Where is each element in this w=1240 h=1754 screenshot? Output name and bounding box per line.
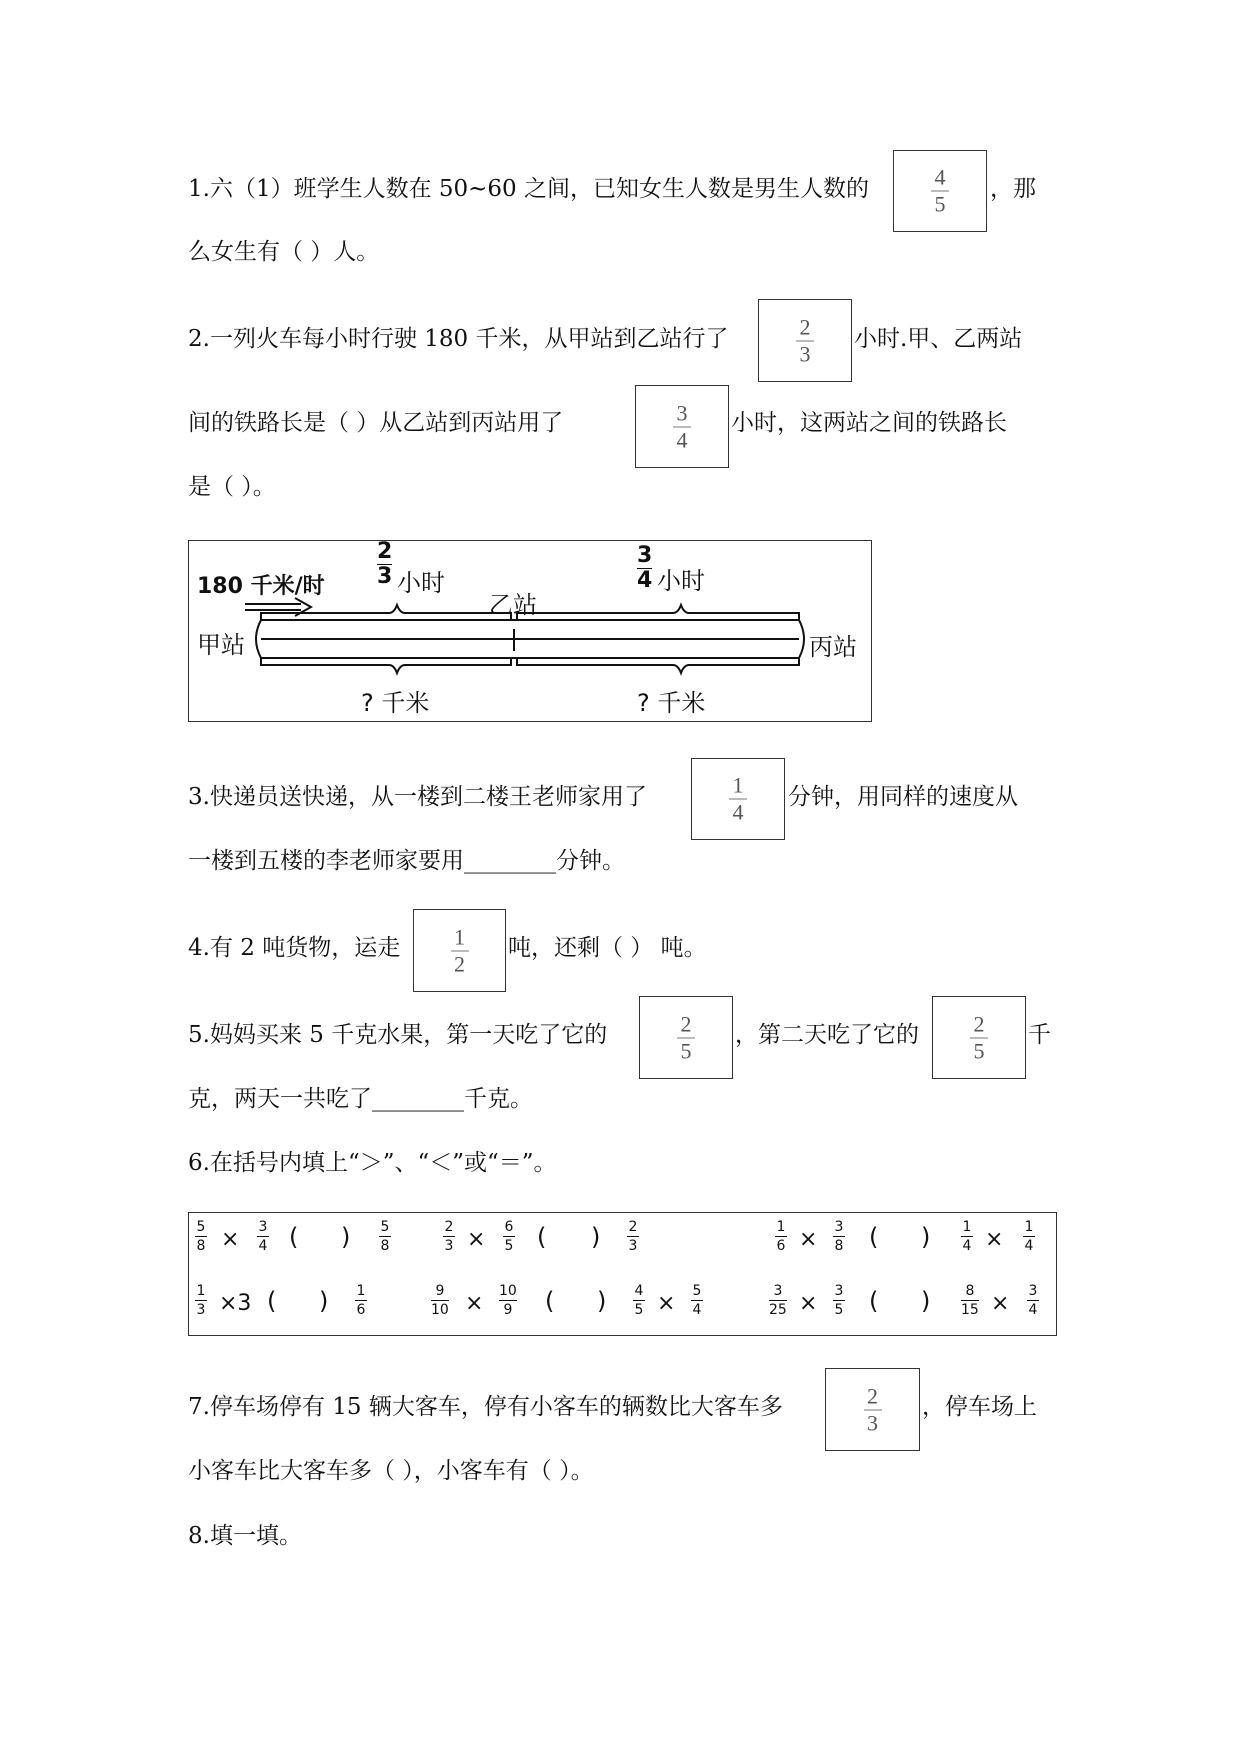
fraction-denominator: 3 — [799, 341, 811, 366]
q4-text-b: 吨，还剩（ ） 吨。 — [508, 935, 707, 961]
q3-line2: 一楼到五楼的李老师家要用________分钟。 — [188, 848, 625, 874]
fraction: 9 10 — [431, 1283, 449, 1318]
fraction-numerator: 1 — [454, 924, 465, 949]
q7-text-a: 7.停车场停有 15 辆大客车，停有小客车的辆数比大客车多 — [188, 1394, 783, 1420]
times-sign: × — [467, 1227, 486, 1252]
q5-text-a: 5.妈妈买来 5 千克水果，第一天吃了它的 — [188, 1022, 608, 1048]
fraction: 1 3 — [196, 1283, 206, 1318]
times-sign: × — [221, 1227, 240, 1252]
times-sign: × — [657, 1291, 676, 1316]
fraction-denominator: 3 — [377, 564, 393, 589]
fraction: 3 4 — [1028, 1283, 1038, 1318]
diagram-fraction-a — [377, 541, 392, 588]
q2-text-d: 小时，这两站之间的铁路长 — [731, 410, 1007, 436]
train-line-diagram — [188, 540, 872, 722]
fraction: 5 8 — [196, 1219, 206, 1254]
fraction-numerator: 3 — [676, 400, 688, 425]
times-sign: × — [799, 1291, 818, 1316]
fraction: 3 5 — [834, 1283, 844, 1318]
brace-bottom-right — [517, 658, 799, 673]
q5-fraction-box-1 — [639, 996, 733, 1079]
q1-line1 — [188, 174, 869, 204]
fraction: 6 5 — [504, 1219, 514, 1254]
fraction-numerator: 2 — [867, 1383, 878, 1408]
fraction: 5 8 — [380, 1219, 390, 1254]
fraction-numerator: 2 — [680, 1011, 692, 1036]
fraction: 8 15 — [961, 1283, 979, 1318]
q2-text-b: 小时.甲、乙两站 — [854, 326, 1023, 352]
q7-fraction-box — [825, 1368, 920, 1451]
q5-text-c: 千 — [1028, 1022, 1051, 1048]
fraction-denominator: 3 — [867, 1410, 878, 1435]
q1-text-b: ，那 — [990, 176, 1036, 202]
answer-paren-right[interactable]: ) — [319, 1287, 329, 1315]
fraction-numerator: 2 — [377, 539, 393, 564]
times-sign: × — [985, 1227, 1004, 1252]
station-b-label: 乙站 — [489, 591, 537, 619]
q7-line2: 小客车比大客车多（ ），小客车有（ ）。 — [188, 1458, 594, 1484]
answer-paren-left[interactable]: ( — [869, 1223, 879, 1251]
distance-b-label: ? 千米 — [637, 689, 706, 717]
q2-text-c: 间的铁路长是（ ）从乙站到丙站用了 — [188, 410, 564, 436]
brace-top-left — [261, 605, 511, 620]
q6-line1: 6.在括号内填上“＞”、“＜”或“＝”。 — [188, 1150, 557, 1176]
q2-fraction-box-2 — [635, 385, 729, 468]
speed-label: 180 千米/时 — [197, 574, 325, 599]
fraction: 2 3 — [444, 1219, 454, 1254]
station-a-label: 甲站 — [197, 631, 245, 659]
q3-text-a: 3.快递员送快递，从一楼到二楼王老师家用了 — [188, 784, 647, 810]
q4-text-a: 4.有 2 吨货物，运走 — [188, 935, 401, 961]
fraction-denominator: 4 — [676, 427, 688, 452]
q2-line3: 是（ ）。 — [188, 474, 276, 500]
answer-paren-right[interactable]: ) — [341, 1223, 351, 1251]
distance-a-label: ? 千米 — [361, 689, 430, 717]
times-sign: × — [991, 1291, 1010, 1316]
fraction: 1 4 — [962, 1219, 972, 1254]
answer-paren-right[interactable]: ) — [597, 1287, 607, 1315]
diagram-unit-b: 小时 — [657, 567, 705, 595]
fraction-denominator: 4 — [637, 568, 653, 593]
q5-fraction-box-2 — [932, 996, 1026, 1079]
fraction-numerator: 3 — [637, 543, 653, 568]
fraction: 3 8 — [834, 1219, 844, 1254]
answer-paren-left[interactable]: ( — [289, 1223, 299, 1251]
fraction-denominator: 2 — [454, 951, 465, 976]
times-sign: × — [465, 1291, 484, 1316]
fraction-numerator: 4 — [934, 164, 946, 190]
q1-text-a: 1.六（1）班学生人数在 50~60 之间，已知女生人数是男生人数的 — [188, 176, 870, 202]
fraction-denominator: 4 — [732, 799, 744, 825]
track-end-right — [799, 620, 804, 658]
times-sign: × — [799, 1227, 818, 1252]
answer-paren-right[interactable]: ) — [591, 1223, 601, 1251]
fraction: 3 4 — [258, 1219, 268, 1254]
q4-fraction-box — [413, 909, 506, 992]
fraction: 1 6 — [776, 1219, 786, 1254]
fraction-denominator: 5 — [680, 1038, 692, 1063]
fraction: 4 5 — [634, 1283, 644, 1318]
fraction: 3 25 — [769, 1283, 787, 1318]
fraction-denominator: 5 — [973, 1038, 985, 1063]
q5-text-b: ，第二天吃了它的 — [735, 1022, 919, 1048]
q8-line1: 8.填一填。 — [188, 1523, 302, 1549]
fraction-numerator: 2 — [973, 1011, 985, 1036]
fraction-denominator: 5 — [934, 191, 946, 217]
q3-text-b: 分钟，用同样的速度从 — [788, 784, 1018, 810]
answer-paren-left[interactable]: ( — [869, 1287, 879, 1315]
fraction: 1 4 — [1024, 1219, 1034, 1254]
q3-fraction-box — [691, 758, 785, 840]
answer-paren-right[interactable]: ) — [921, 1223, 931, 1251]
answer-paren-right[interactable]: ) — [921, 1287, 931, 1315]
brace-top-right — [517, 605, 799, 620]
answer-paren-left[interactable]: ( — [545, 1287, 555, 1315]
times-three: ×3 — [219, 1291, 252, 1316]
q1-fraction-box — [893, 150, 987, 232]
q7-text-b: ，停车场上 — [922, 1394, 1037, 1420]
brace-bottom-left — [261, 658, 511, 673]
q1-line2: 么女生有（ ）人。 — [188, 239, 380, 265]
diagram-fraction-b — [637, 545, 652, 592]
fraction: 10 9 — [499, 1283, 517, 1318]
track-end-left — [256, 620, 261, 658]
answer-paren-left[interactable]: ( — [267, 1287, 277, 1315]
q2-text-a: 2.一列火车每小时行驶 180 千米，从甲站到乙站行了 — [188, 326, 729, 352]
q2-fraction-box-1 — [758, 299, 852, 382]
fraction: 1 6 — [356, 1283, 366, 1318]
fraction-numerator: 1 — [732, 772, 744, 798]
comparison-table — [188, 1212, 1057, 1336]
fraction: 5 4 — [692, 1283, 702, 1318]
q5-line2: 克，两天一共吃了________千克。 — [188, 1086, 533, 1112]
diagram-unit-a: 小时 — [397, 569, 445, 597]
fraction: 2 3 — [628, 1219, 638, 1254]
answer-paren-left[interactable]: ( — [537, 1223, 547, 1251]
station-c-label: 丙站 — [809, 633, 857, 661]
fraction-numerator: 2 — [799, 314, 811, 339]
